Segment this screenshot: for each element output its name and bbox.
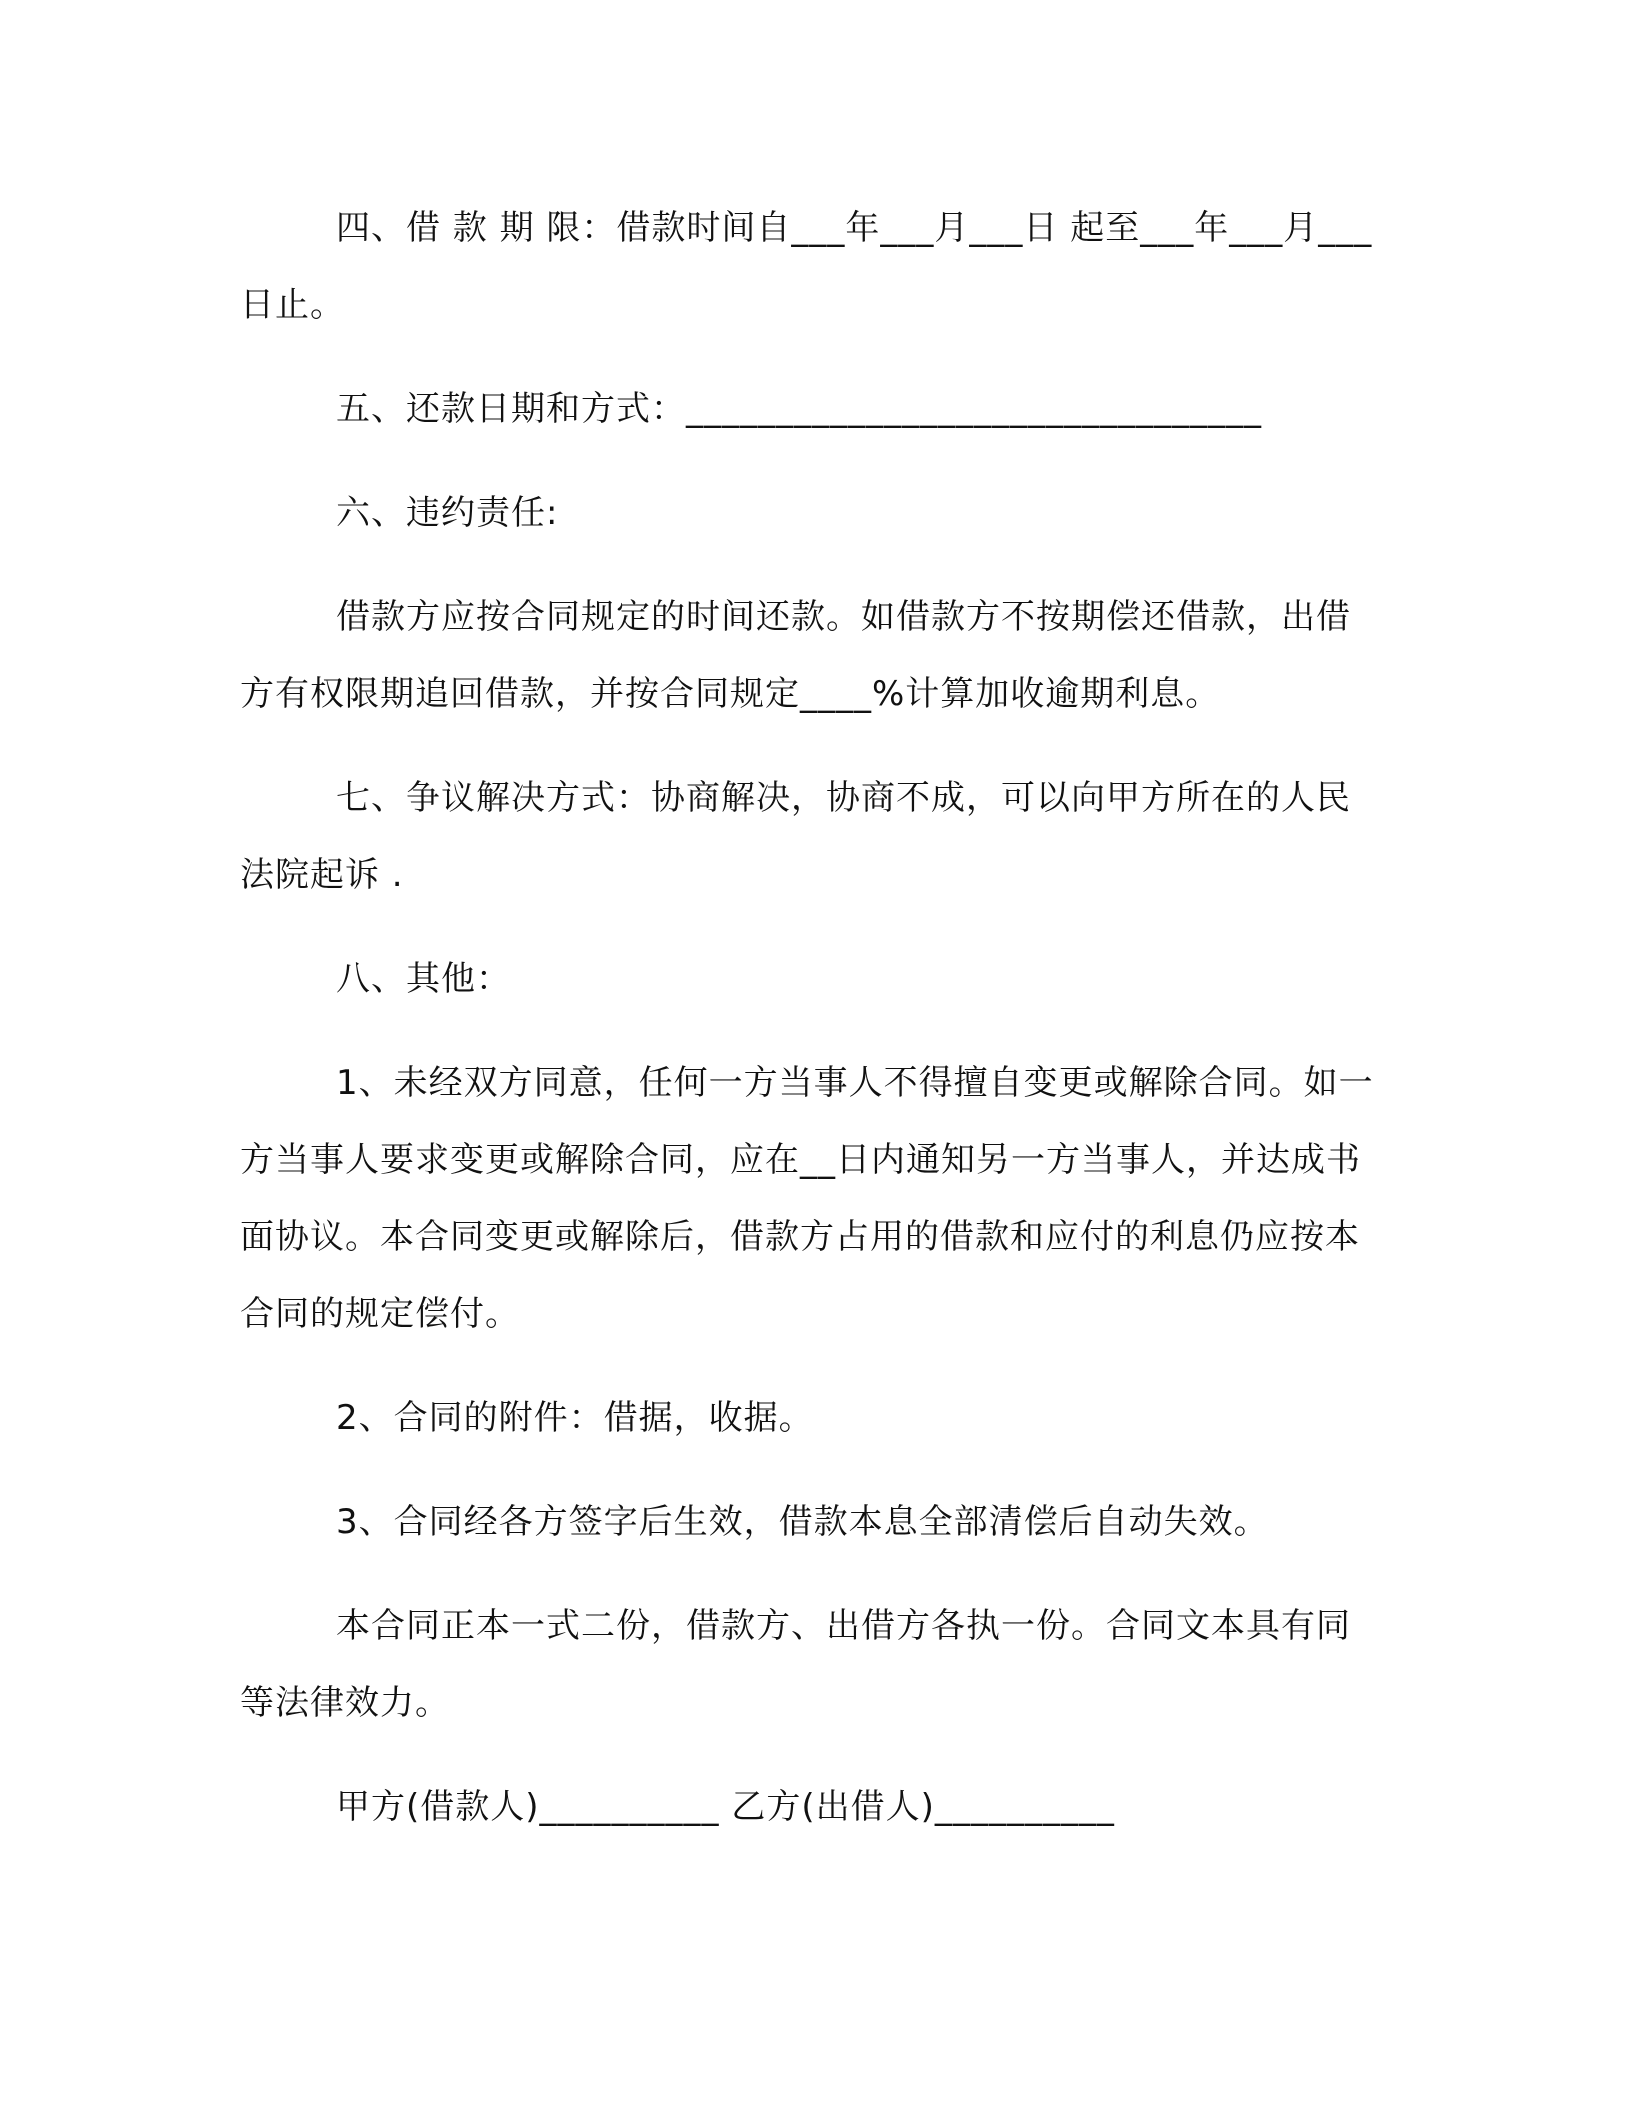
clause-other-heading: 八、其他： [336,959,511,999]
clause-other-item-3: 3、合同经各方签字后生效，借款本息全部清偿后自动失效。 [336,1502,1269,1542]
clause-dispute-resolution: 七、争议解决方式：协商解决，协商不成，可以向甲方所在的人民法院起诉 . [240,778,1351,895]
signature-line: 甲方(借款人)__________ 乙方(出借人)__________ [336,1787,1115,1827]
clause-copies: 本合同正本一式二份，借款方、出借方各执一份。合同文本具有同等法律效力。 [240,1606,1351,1723]
clause-other-item-2: 2、合同的附件：借据，收据。 [336,1398,814,1438]
clause-repayment-method: 五、还款日期和方式：________________________________ [336,389,1262,429]
clause-breach-heading: 六、违约责任: [336,493,559,533]
clause-other-item-1: 1、未经双方同意，任何一方当事人不得擅自变更或解除合同。如一方当事人要求变更或解除合同，应在__日内通知另一方当事人，并达成书面协议。本合同变更或解除后，借款方占用的借款和应付的利息仍应按本合同的规定偿付。 [240,1063,1374,1334]
clause-loan-term: 四、借 款 期 限：借款时间自___年___月___日 起至___年___月___ 日止。 [240,208,1385,325]
contract-body [240,190,1385,1873]
clause-breach-text: 借款方应按合同规定的时间还款。如借款方不按期偿还借款，出借方有权限期追回借款，并按合同规定____%计算加收逾期利息。 [240,597,1351,714]
